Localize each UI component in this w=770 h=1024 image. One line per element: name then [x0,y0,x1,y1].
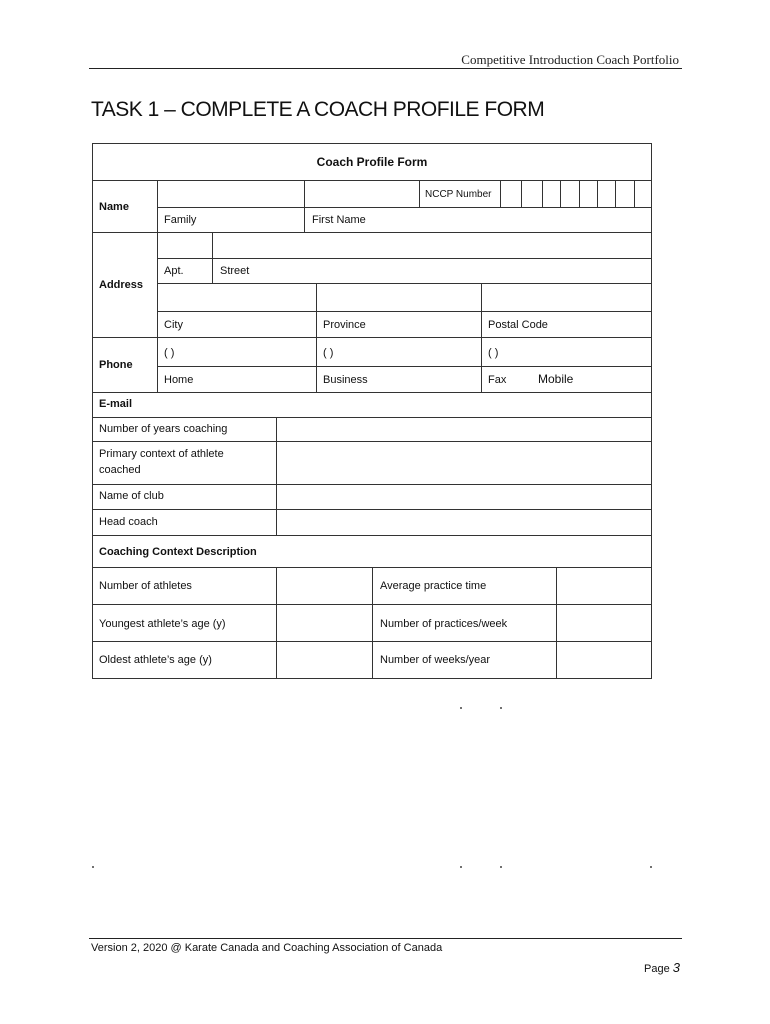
province-label: Province [323,319,366,331]
home-phone-label: Home [164,374,194,386]
footer-rule [89,938,682,939]
name-label: Name [99,201,129,213]
task-title: TASK 1 – COMPLETE A COACH PROFILE FORM [91,98,545,121]
scan-dot [500,707,502,709]
youngest-age-label: Youngest athlete’s age (y) [99,618,226,630]
form-title: Coach Profile Form [316,155,428,169]
scan-dot [650,866,652,868]
home-area-code: ( ) [164,347,175,359]
nccp-number-label: NCCP Number [425,189,492,200]
address-label: Address [99,279,144,291]
mobile-label: Mobile [538,372,574,386]
scan-dot [460,707,462,709]
oldest-age-label: Oldest athlete’s age (y) [99,654,212,666]
page-label: Page [644,963,670,975]
street-label: Street [220,265,250,277]
header-rule [89,68,682,69]
header-title: Competitive Introduction Coach Portfolio [461,52,679,67]
phone-label: Phone [99,359,133,371]
scan-dot [460,866,462,868]
scan-dot [500,866,502,868]
num-athletes-label: Number of athletes [99,580,192,592]
business-area-code: ( ) [323,347,334,359]
postal-code-label: Postal Code [488,319,548,331]
business-phone-label: Business [323,374,368,386]
city-label: City [164,319,183,331]
email-label: E-mail [99,398,133,410]
club-name-label: Name of club [99,490,164,502]
fax-area-code: ( ) [488,347,499,359]
family-label: Family [164,214,197,226]
footer-text: Version 2, 2020 @ Karate Canada and Coaching Association of Canada [91,942,443,954]
avg-practice-time-label: Average practice time [380,580,487,592]
page-number [644,960,680,975]
practices-week-label: Number of practices/week [380,618,508,630]
fax-label: Fax [488,374,507,386]
coach-profile-form [92,143,652,679]
primary-context-label: Primary context of athlete coached [99,448,224,476]
scan-dot [92,866,94,868]
weeks-year-label: Number of weeks/year [380,654,491,666]
coaching-context-heading: Coaching Context Description [99,546,257,558]
page-number-value: 3 [672,960,680,975]
first-name-label: First Name [312,214,366,226]
apt-label: Apt. [164,265,184,277]
years-coaching-label: Number of years coaching [99,423,228,435]
head-coach-label: Head coach [99,516,158,528]
